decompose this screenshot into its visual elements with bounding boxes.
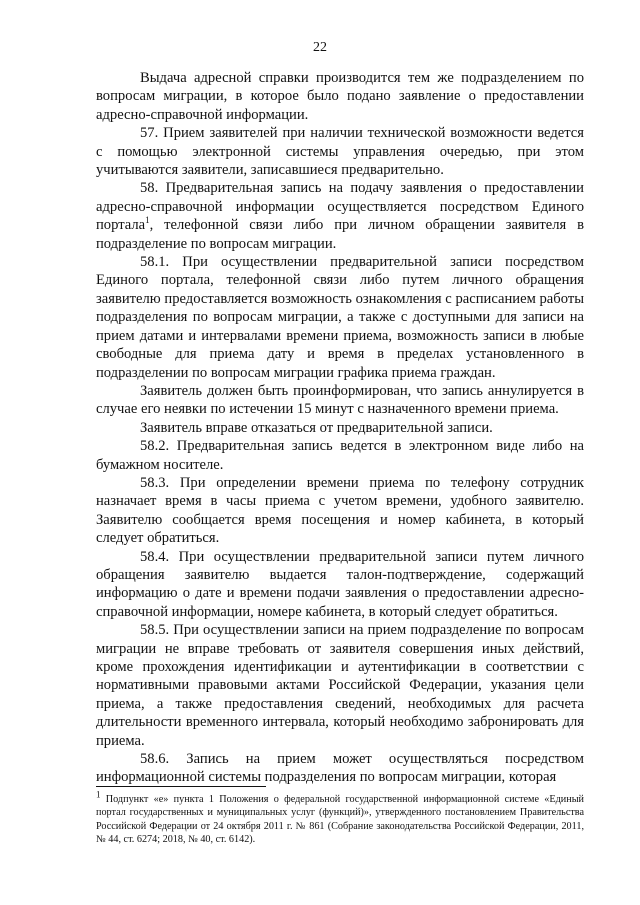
paragraph-58-2: 58.2. Предварительная запись ведется в электронном виде либо на бумажном носителе. bbox=[96, 438, 584, 473]
footnote-mark: 1 bbox=[96, 789, 101, 800]
paragraph-58-6: 58.6. Запись на прием может осуществляться посредством информационной системы подразделения по вопросам миграции, которая bbox=[96, 751, 584, 786]
footnote bbox=[96, 789, 584, 847]
footnote-reference: 1 bbox=[145, 215, 150, 226]
body-text bbox=[96, 69, 584, 787]
paragraph-58-5: 58.5. При осуществлении записи на прием подразделение по вопросам миграции не вправе требовать от заявителя совершения иных действий, кроме прохождения идентификации и аутентификации в соответствии с нормативными правовыми актами Российской Федерации, указания цели приема, а также предоставления сведений, необходимых для расчета длительности временного интервала, который необходимо забронировать для приема. bbox=[96, 622, 584, 749]
paragraph-58-text-start: 58. Предварительная запись на подачу заявления о предоставлении адресно-справочной информации осуществляется посредством Единого портала bbox=[96, 180, 584, 234]
paragraph-address-certificate: Выдача адресной справки производится тем же подразделением по вопросам миграции, в которое было подано заявление о предоставлении адресно-справочной информации. bbox=[96, 70, 584, 123]
paragraph-58-3: 58.3. При определении времени приема по телефону сотрудник назначает время в часы приема с учетом времени, удобного заявителю. Заявителю сообщается время посещения и номер кабинета, в который следует обратиться. bbox=[96, 474, 584, 547]
paragraph-58-text-end: , телефонной связи либо при личном обращении заявителя в подразделение по вопросам миграции. bbox=[96, 217, 584, 252]
paragraph-58 bbox=[96, 179, 584, 253]
paragraph-refuse-booking: Заявитель вправе отказаться от предварительной записи. bbox=[140, 419, 493, 436]
paragraph-no-show: Заявитель должен быть проинформирован, что запись аннулируется в случае его неявки по истечении 15 минут с назначенного времени приема. bbox=[96, 382, 584, 418]
paragraph-58-4: 58.4. При осуществлении предварительной записи путем личного обращения заявителю выдается талон-подтверждение, содержащий информацию о дате и времени подачи заявления о предоставлении адресно-справочной информации, номере кабинета, в который следует обратиться. bbox=[96, 548, 584, 620]
paragraph-58-1: 58.1. При осуществлении предварительной записи посредством Единого портала, телефонной связи либо путем личного обращения заявителю предоставляется возможность ознакомления с расписанием работы подразделения по вопросам миграции, а также с доступными для записи на прием датами и интервалами времени приема, возможность записи в любые свободные для приема дату и время в пределах установленного в подразделении по вопросам миграции графика приема граждан. bbox=[96, 254, 584, 381]
footnote-separator bbox=[96, 786, 266, 787]
paragraph-57: 57. Прием заявителей при наличии технической возможности ведется с помощью электронной системы управления очередью, при этом учитываются заявители, записавшиеся предварительно. bbox=[96, 125, 584, 179]
page-number: 22 bbox=[313, 40, 327, 55]
footnote-text: Подпункт «е» пункта 1 Положения о федеральной государственной информационной системе «Единый портал государственных и муниципальных услуг (функций)», утвержденного постановлением Правительства Российской Федерации от 24 октября 2011 г. № 861 (Собрание законодательства Российской Федерации, 2011, № 44, ст. 6274; 2018, № 40, ст. 6142). bbox=[96, 794, 584, 846]
